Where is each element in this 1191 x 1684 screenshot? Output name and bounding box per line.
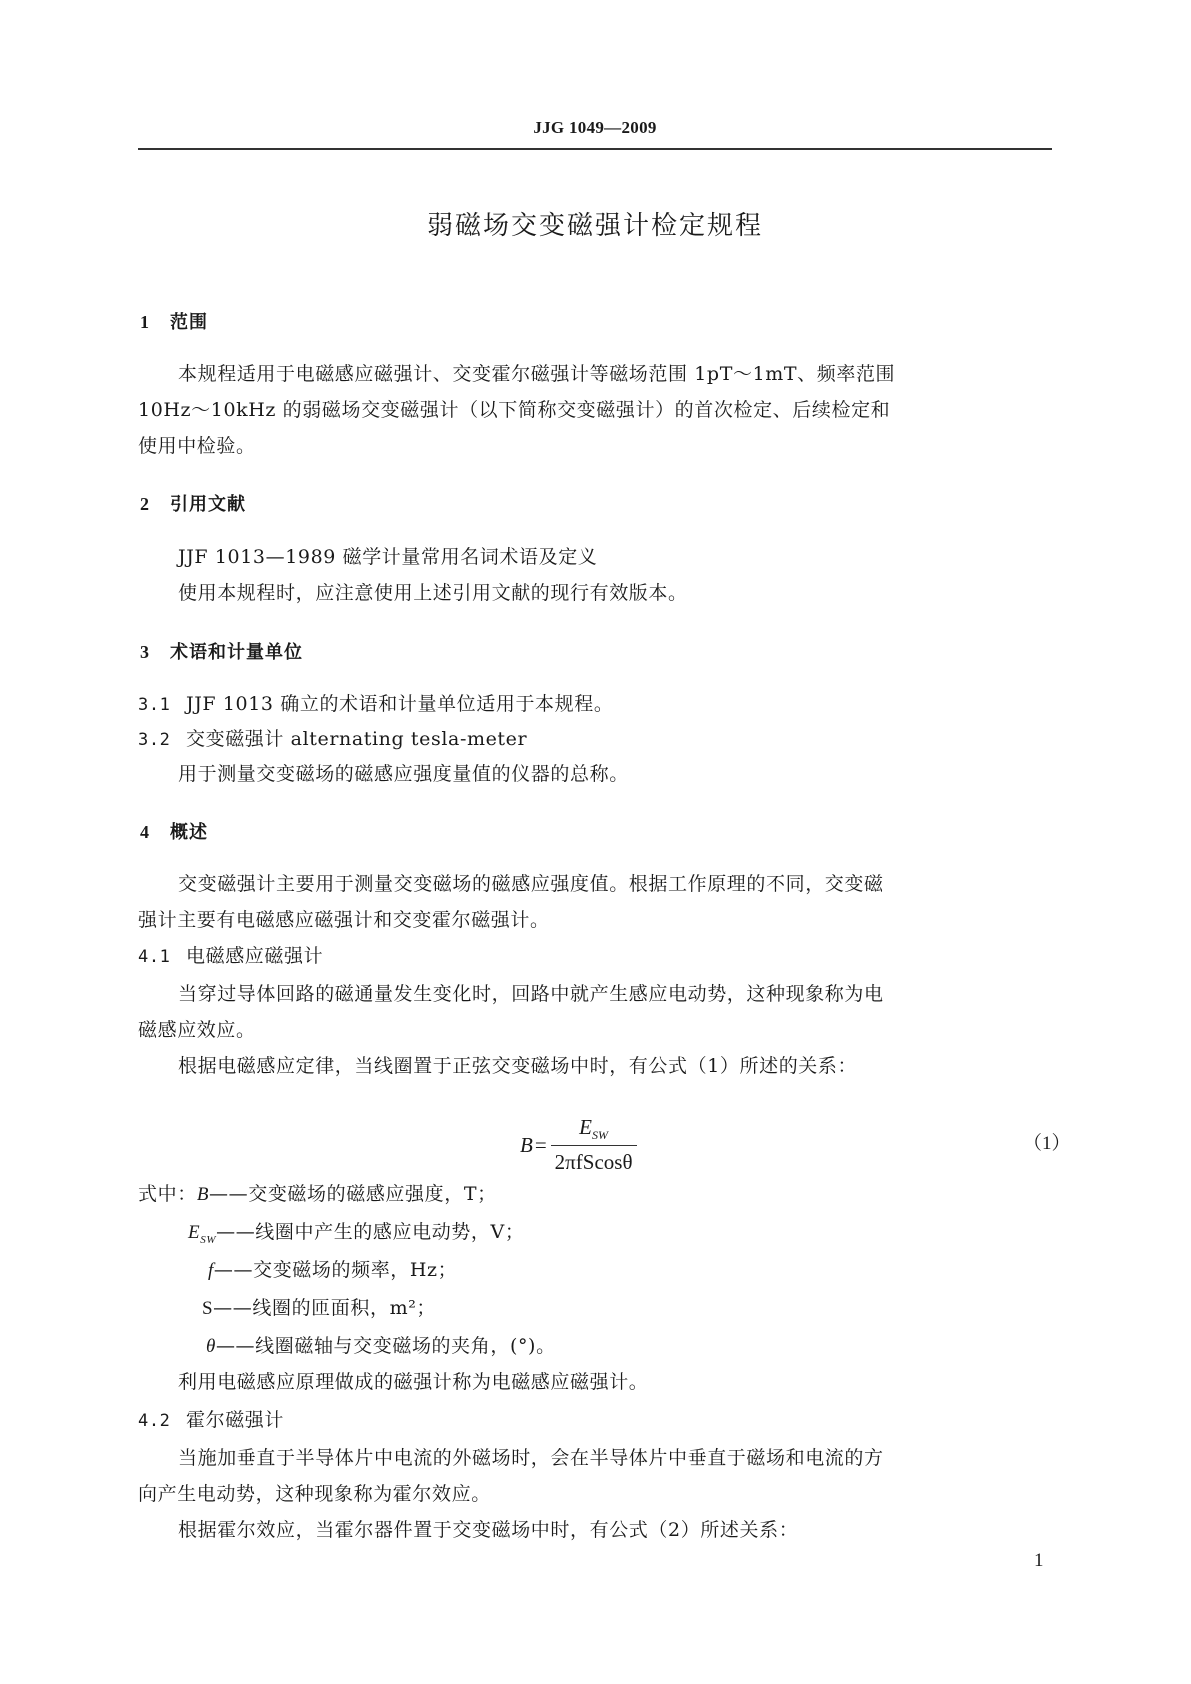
- header-rule: [138, 148, 1052, 150]
- variable-symbol: S: [202, 1298, 214, 1319]
- section-number: 4: [140, 822, 150, 842]
- clause-number: 4.2: [138, 1411, 171, 1431]
- reference-note: 使用本规程时，应注意使用上述引用文献的现行有效版本。: [178, 582, 688, 604]
- symbol-subscript: SW: [200, 1233, 217, 1246]
- clause-heading: 霍尔磁强计: [186, 1409, 285, 1431]
- paragraph-line: 根据电磁感应定律，当线圈置于正弦交变磁场中时，有公式（1）所述的关系：: [178, 1055, 858, 1077]
- paragraph-line: 10Hz～10kHz 的弱磁场交变磁强计（以下简称交变磁强计）的首次检定、后续检定和: [138, 399, 891, 421]
- paragraph-line: 当施加垂直于半导体片中电流的外磁场时，会在半导体片中垂直于磁场和电流的方: [178, 1447, 884, 1469]
- formula-lhs: B: [520, 1132, 533, 1157]
- section-1-heading: [140, 308, 208, 334]
- variable-symbol: f: [208, 1260, 214, 1281]
- section-number: 1: [140, 312, 150, 332]
- paragraph-line: 使用中检验。: [138, 435, 256, 457]
- variable-description: ——交变磁场的频率，Hz；: [213, 1259, 458, 1281]
- variable-description: ——线圈中产生的感应电动势，V；: [216, 1221, 525, 1243]
- clause-3-2: [138, 727, 527, 752]
- section-title: 范围: [170, 312, 208, 333]
- paragraph-line: 强计主要有电磁感应磁强计和交变霍尔磁强计。: [138, 909, 550, 931]
- definition-line: 用于测量交变磁场的磁感应强度量值的仪器的总称。: [178, 763, 629, 785]
- where-label: 式中：: [138, 1183, 197, 1205]
- section-title: 引用文献: [170, 494, 246, 515]
- variable-legend-row: [138, 1182, 497, 1207]
- variable-symbol: [188, 1221, 216, 1252]
- variable-legend-row: [188, 1220, 524, 1252]
- clause-text: 交变磁强计 alternating tesla-meter: [186, 728, 528, 750]
- variable-description: ——交变磁场的磁感应强度，T；: [209, 1183, 497, 1205]
- section-number: 3: [140, 642, 150, 662]
- variable-legend-row: [202, 1296, 436, 1321]
- section-title: 概述: [170, 822, 208, 843]
- clause-number: 3.2: [138, 730, 171, 750]
- symbol-base: E: [188, 1222, 201, 1243]
- section-4-heading: [140, 818, 208, 844]
- section-3-heading: [140, 638, 303, 664]
- clause-4-2: [138, 1408, 284, 1433]
- clause-3-1: [138, 692, 613, 717]
- formula-fraction: [551, 1115, 637, 1175]
- variable-symbol: B: [196, 1184, 210, 1205]
- clause-heading: 电磁感应磁强计: [186, 945, 324, 967]
- paragraph-line: 当穿过导体回路的磁通量发生变化时，回路中就产生感应电动势，这种现象称为电: [178, 983, 884, 1005]
- formula-1: [520, 1115, 637, 1175]
- formula-equals: =: [534, 1132, 547, 1157]
- numerator-subscript: SW: [592, 1128, 608, 1143]
- paragraph-line: 磁感应效应。: [138, 1019, 256, 1041]
- variable-symbol: θ: [206, 1336, 216, 1357]
- paragraph-line: 本规程适用于电磁感应磁强计、交变霍尔磁强计等磁场范围 1pT～1mT、频率范围: [178, 363, 896, 385]
- variable-legend-row: [206, 1334, 556, 1359]
- clause-number: 4.1: [138, 947, 171, 967]
- paragraph-line: 根据霍尔效应，当霍尔器件置于交变磁场中时，有公式（2）所述关系：: [178, 1519, 799, 1541]
- paragraph-line: 向产生电动势，这种现象称为霍尔效应。: [138, 1483, 491, 1505]
- variable-description: ——线圈的匝面积，m²；: [213, 1297, 437, 1319]
- clause-4-1: [138, 944, 323, 969]
- variable-description: ——线圈磁轴与交变磁场的夹角，(°)。: [215, 1335, 556, 1357]
- formula-denominator: 2πfScosθ: [551, 1145, 637, 1175]
- section-number: 2: [140, 494, 150, 514]
- page-number: 1: [1034, 1550, 1044, 1571]
- document-title: 弱磁场交变磁强计检定规程: [426, 211, 763, 241]
- numerator-symbol: E: [579, 1115, 592, 1139]
- reference-line: JJF 1013—1989 磁学计量常用名词术语及定义: [178, 546, 598, 568]
- conclusion-line: 利用电磁感应原理做成的磁强计称为电磁感应磁强计。: [178, 1371, 649, 1393]
- variable-legend-row: [208, 1258, 457, 1283]
- clause-number: 3.1: [138, 695, 171, 715]
- clause-text: JJF 1013 确立的术语和计量单位适用于本规程。: [186, 693, 614, 715]
- section-2-heading: [140, 490, 246, 516]
- equation-number: （1）: [1023, 1133, 1071, 1154]
- formula-numerator: [575, 1115, 612, 1145]
- page-header: JJG 1049—2009: [533, 118, 657, 137]
- section-title: 术语和计量单位: [170, 642, 303, 663]
- paragraph-line: 交变磁强计主要用于测量交变磁场的磁感应强度值。根据工作原理的不同，交变磁: [178, 873, 884, 895]
